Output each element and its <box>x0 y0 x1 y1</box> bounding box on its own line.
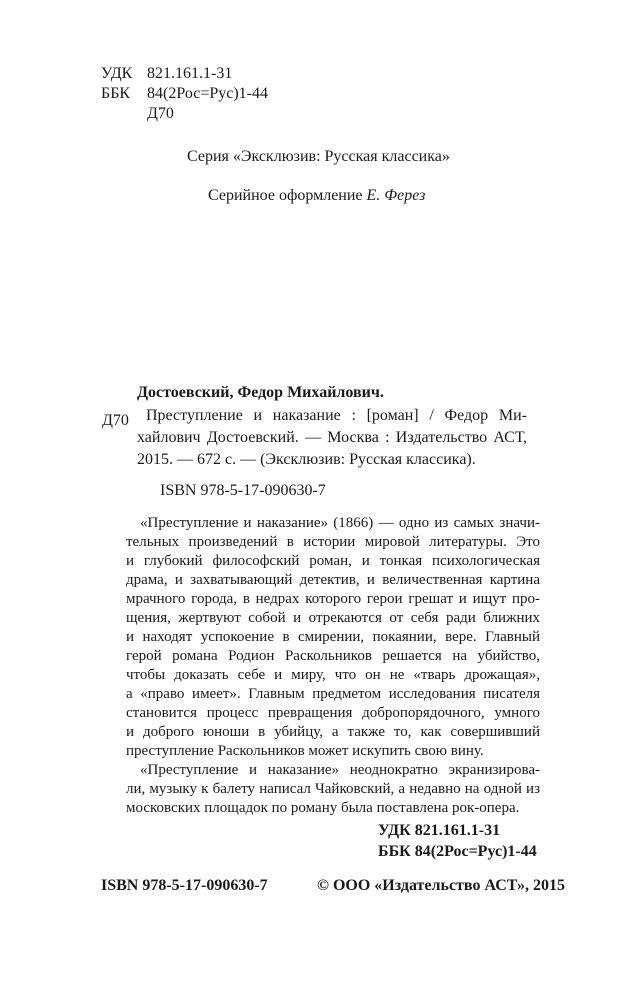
annotation-line: герой романа Родион Раскольников решается на убийство, <box>126 648 540 664</box>
design-credit <box>208 187 425 205</box>
udk-label: УДК <box>101 65 133 82</box>
annotation-line: становится процесс превращения добропорядочного, умного <box>126 705 540 721</box>
designer-name: Е. Ферез <box>366 187 426 204</box>
annotation-line: ли, музыку к балету написал Чайковский, а недавно на одной из <box>126 781 540 797</box>
annotation-line: и доброго юноши в убийцу, а также то, как совершивший <box>126 724 540 740</box>
annotation-line: тельных произведений в истории мировой литературы. Это <box>126 534 540 550</box>
annotation-line: драма, и захватывающий детектив, и величественная картина <box>126 572 540 588</box>
annotation-line: московских площадок по роману была поставлена рок-опера. <box>126 800 520 816</box>
annotation-line: а «право имеет». Главным предметом исследования писателя <box>126 686 540 702</box>
annotation-line: преступление Раскольников может искупить свою вину. <box>126 743 484 759</box>
udk-value: 821.161.1-31 <box>147 65 233 82</box>
annotation <box>126 514 556 818</box>
bbk-bottom: ББК 84(2Рос=Рус)1-44 <box>378 843 537 860</box>
design-label: Серийное оформление <box>208 187 363 204</box>
annotation-line: и глубокий философский роман, и тонкая психологическая <box>126 553 540 569</box>
bbk-label: ББК <box>101 85 131 102</box>
bbk-value: 84(2Рос=Рус)1-44 <box>147 85 269 102</box>
author-mark: Д70 <box>102 412 129 429</box>
biblio-line: 2015. — 672 с. — (Эксклюзив: Русская классика). <box>137 451 476 468</box>
biblio-line: хайлович Достоевский. — Москва : Издательство АСТ, <box>137 429 527 446</box>
series-line: Серия «Эксклюзив: Русская классика» <box>187 148 450 165</box>
author-mark-top: Д70 <box>147 105 174 122</box>
annotation-line: «Преступление и наказание» (1866) — одно из самых значи- <box>140 515 540 531</box>
footer-copyright: © ООО «Издательство АСТ», 2015 <box>317 877 566 894</box>
annotation-line: и находят успокоение в смирении, покаянии, вере. Главный <box>126 629 540 645</box>
bibliographic-description <box>137 405 527 471</box>
author-heading: Достоевский, Федор Михайлович. <box>137 384 384 401</box>
annotation-line: щения, жертвуют собой и отрекаются от себя ради ближних <box>126 610 540 626</box>
udk-bottom: УДК 821.161.1-31 <box>378 822 501 839</box>
annotation-line: мрачного города, в недрах которого герои грешат и ищут про- <box>126 591 540 607</box>
annotation-line: чтобы доказать себе и миру, что он не «тварь дрожащая», <box>126 667 540 683</box>
isbn-inline: ISBN 978-5-17-090630-7 <box>160 482 326 499</box>
footer-isbn: ISBN 978-5-17-090630-7 <box>101 877 268 894</box>
biblio-line: Преступление и наказание : [роман] / Федор Ми- <box>146 407 527 424</box>
classification-top <box>101 64 301 128</box>
annotation-line: «Преступление и наказание» неоднократно экранизирова- <box>140 762 540 778</box>
